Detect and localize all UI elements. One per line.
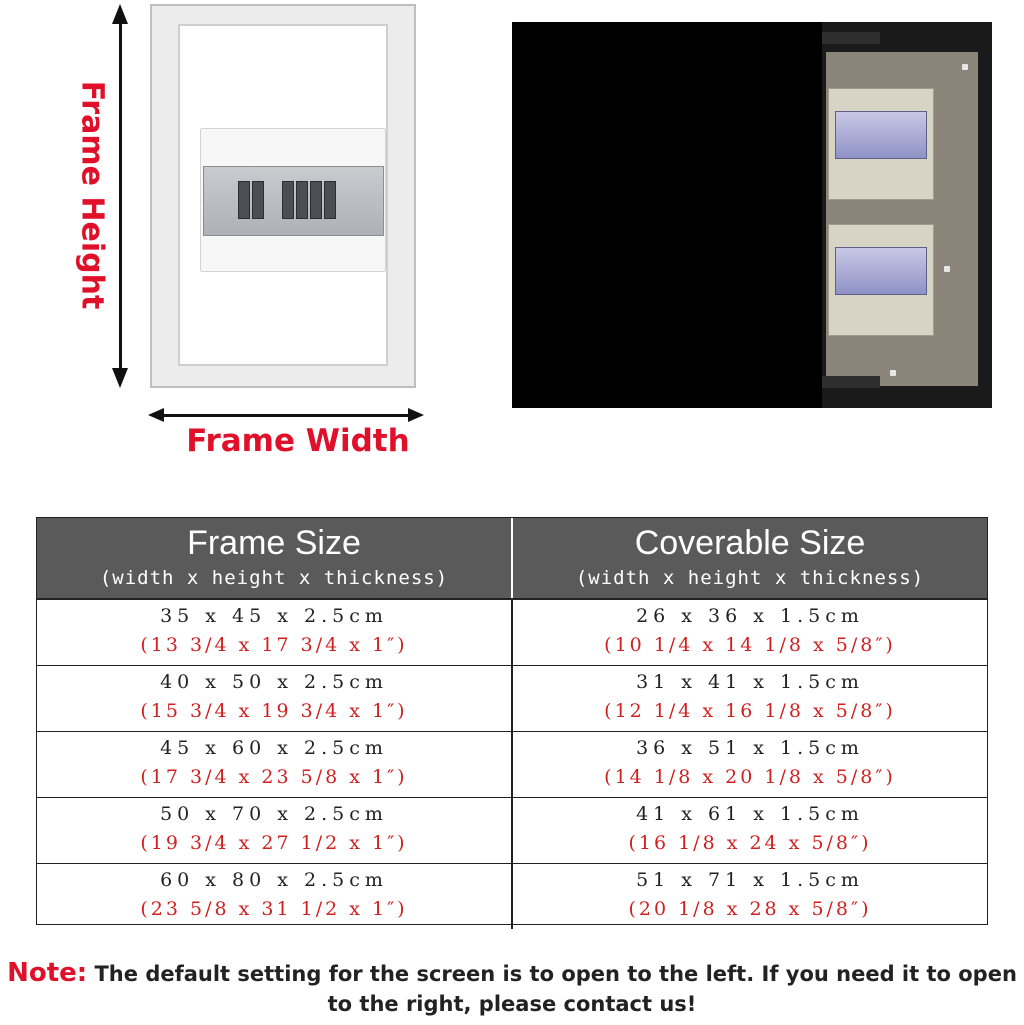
frame-size-cell	[37, 666, 511, 731]
breaker-box-icon	[828, 224, 934, 336]
imperial-size: (15 3/4 x 19 3/4 x 1″)	[140, 700, 408, 722]
metric-size: 50 x 70 x 2.5cm	[160, 803, 388, 825]
coverable-size-cell	[511, 798, 987, 863]
size-table	[36, 517, 988, 925]
imperial-size: (13 3/4 x 17 3/4 x 1″)	[140, 634, 408, 656]
imperial-size: (23 5/8 x 31 1/2 x 1″)	[140, 898, 408, 920]
imperial-size: (14 1/8 x 20 1/8 x 5/8″)	[604, 766, 896, 788]
frame-size-cell	[37, 798, 511, 863]
coverable-size-cell	[511, 864, 987, 929]
screw-icon	[944, 266, 950, 272]
note-body: The default setting for the screen is to open to the left. If you need it to open to the right, please contact us!	[94, 962, 1017, 1016]
frame-size-cell	[37, 600, 511, 665]
frame-size-cell	[37, 864, 511, 929]
coverable-size-cell	[511, 732, 987, 797]
table-row	[37, 863, 987, 929]
slide-rail	[820, 32, 880, 44]
header-coverable-size	[511, 518, 987, 598]
imperial-size: (19 3/4 x 27 1/2 x 1″)	[140, 832, 408, 854]
metric-size: 31 x 41 x 1.5cm	[636, 671, 864, 693]
screw-icon	[962, 64, 968, 70]
product-photo	[512, 22, 992, 408]
arrow-down-icon	[112, 368, 128, 388]
metric-size: 36 x 51 x 1.5cm	[636, 737, 864, 759]
frame-illustration	[150, 4, 416, 388]
frame-height-label: Frame Height	[74, 80, 110, 310]
arrow-right-icon	[408, 408, 424, 422]
table-row	[37, 731, 987, 797]
header-title: Frame Size	[187, 524, 361, 562]
imperial-size: (10 1/4 x 14 1/8 x 5/8″)	[604, 634, 896, 656]
imperial-size: (17 3/4 x 23 5/8 x 1″)	[140, 766, 408, 788]
frame-width-label: Frame Width	[186, 423, 410, 459]
breaker-switch	[310, 181, 322, 219]
note-label: Note:	[7, 958, 88, 988]
table-row	[37, 599, 987, 665]
screw-icon	[890, 370, 896, 376]
frame-inner-border	[178, 24, 388, 366]
frame-size-cell	[37, 732, 511, 797]
breaker-switch	[282, 181, 294, 219]
imperial-size: (16 1/8 x 24 x 5/8″)	[628, 832, 872, 854]
header-subtitle: (width x height x thickness)	[99, 567, 449, 589]
table-header	[37, 518, 987, 599]
header-frame-size	[37, 518, 511, 598]
metric-size: 35 x 45 x 2.5cm	[160, 605, 388, 627]
height-arrow	[119, 18, 122, 380]
table-row	[37, 797, 987, 863]
sliding-cover-panel	[512, 22, 822, 408]
imperial-size: (12 1/4 x 16 1/8 x 5/8″)	[604, 700, 896, 722]
width-arrow	[158, 414, 414, 417]
table-row	[37, 665, 987, 731]
metric-size: 45 x 60 x 2.5cm	[160, 737, 388, 759]
frame-dimension-diagram	[0, 0, 470, 480]
coverable-size-cell	[511, 666, 987, 731]
metric-size: 40 x 50 x 2.5cm	[160, 671, 388, 693]
breaker-switch	[252, 181, 264, 219]
breaker-switch	[324, 181, 336, 219]
metric-size: 26 x 36 x 1.5cm	[636, 605, 864, 627]
slide-rail	[820, 376, 880, 388]
header-title: Coverable Size	[634, 524, 866, 562]
header-subtitle: (width x height x thickness)	[575, 567, 925, 589]
imperial-size: (20 1/8 x 28 x 5/8″)	[628, 898, 872, 920]
metric-size: 60 x 80 x 2.5cm	[160, 869, 388, 891]
breaker-box-icon	[200, 128, 386, 272]
breaker-switch	[296, 181, 308, 219]
coverable-size-cell	[511, 600, 987, 665]
note-text	[0, 958, 1024, 1019]
breaker-window	[203, 166, 384, 236]
breaker-switch	[238, 181, 250, 219]
metric-size: 41 x 61 x 1.5cm	[636, 803, 864, 825]
breaker-box-icon	[828, 88, 934, 200]
metric-size: 51 x 71 x 1.5cm	[636, 869, 864, 891]
